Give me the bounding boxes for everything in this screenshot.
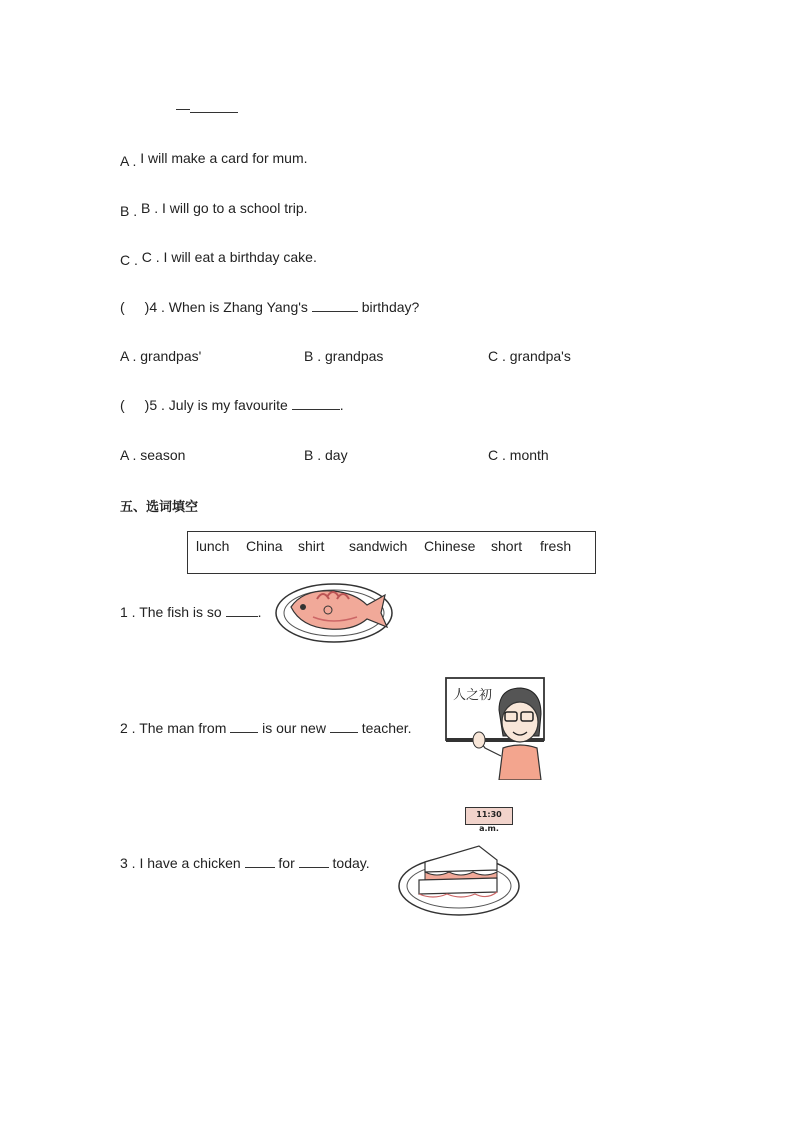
q4-option-a: A . grandpas' (120, 348, 202, 364)
fill-question-3: 3 . I have a chicken for today. (120, 855, 370, 871)
question-5: ( )5 . July is my favourite . (120, 397, 344, 413)
word-bank-item: fresh (540, 538, 572, 554)
option-b: B . B . I will go to a school trip. (120, 200, 308, 219)
word-bank-item: China (246, 538, 283, 554)
q5-option-b: B . day (304, 447, 348, 463)
teacher-icon (443, 676, 547, 780)
word-bank-item: Chinese (424, 538, 476, 554)
fill-question-1: 1 . The fish is so . (120, 604, 262, 620)
fish-plate-icon (273, 577, 395, 645)
option-a: A . I will make a card for mum. (120, 150, 308, 169)
section-title: 五、选词填空 (120, 500, 199, 515)
word-bank (187, 531, 596, 574)
clock-sign-icon: 11:30 a.m. (465, 807, 513, 825)
answer-blank[interactable] (312, 299, 358, 312)
answer-blank[interactable] (230, 720, 258, 733)
sandwich-plate-icon (397, 842, 521, 918)
word-bank-item: short (491, 538, 523, 554)
question-4: ( )4 . When is Zhang Yang's birthday? (120, 299, 420, 315)
answer-blank[interactable] (299, 855, 329, 868)
answer-blank[interactable] (245, 855, 275, 868)
answer-blank[interactable] (226, 604, 258, 617)
word-bank-item: shirt (298, 538, 325, 554)
q5-option-c: C . month (488, 447, 549, 463)
fill-question-2: 2 . The man from is our new teacher. (120, 720, 412, 736)
q4-option-b: B . grandpas (304, 348, 384, 364)
answer-blank[interactable] (292, 397, 340, 410)
word-bank-item: lunch (196, 538, 230, 554)
board-text: 人之初 (453, 688, 493, 703)
word-bank-item: sandwich (349, 538, 408, 554)
q5-option-a: A . season (120, 447, 186, 463)
q4-option-c: C . grandpa's (488, 348, 571, 364)
answer-blank[interactable] (330, 720, 358, 733)
answer-line: — (176, 100, 238, 116)
option-c: C . C . I will eat a birthday cake. (120, 249, 317, 268)
